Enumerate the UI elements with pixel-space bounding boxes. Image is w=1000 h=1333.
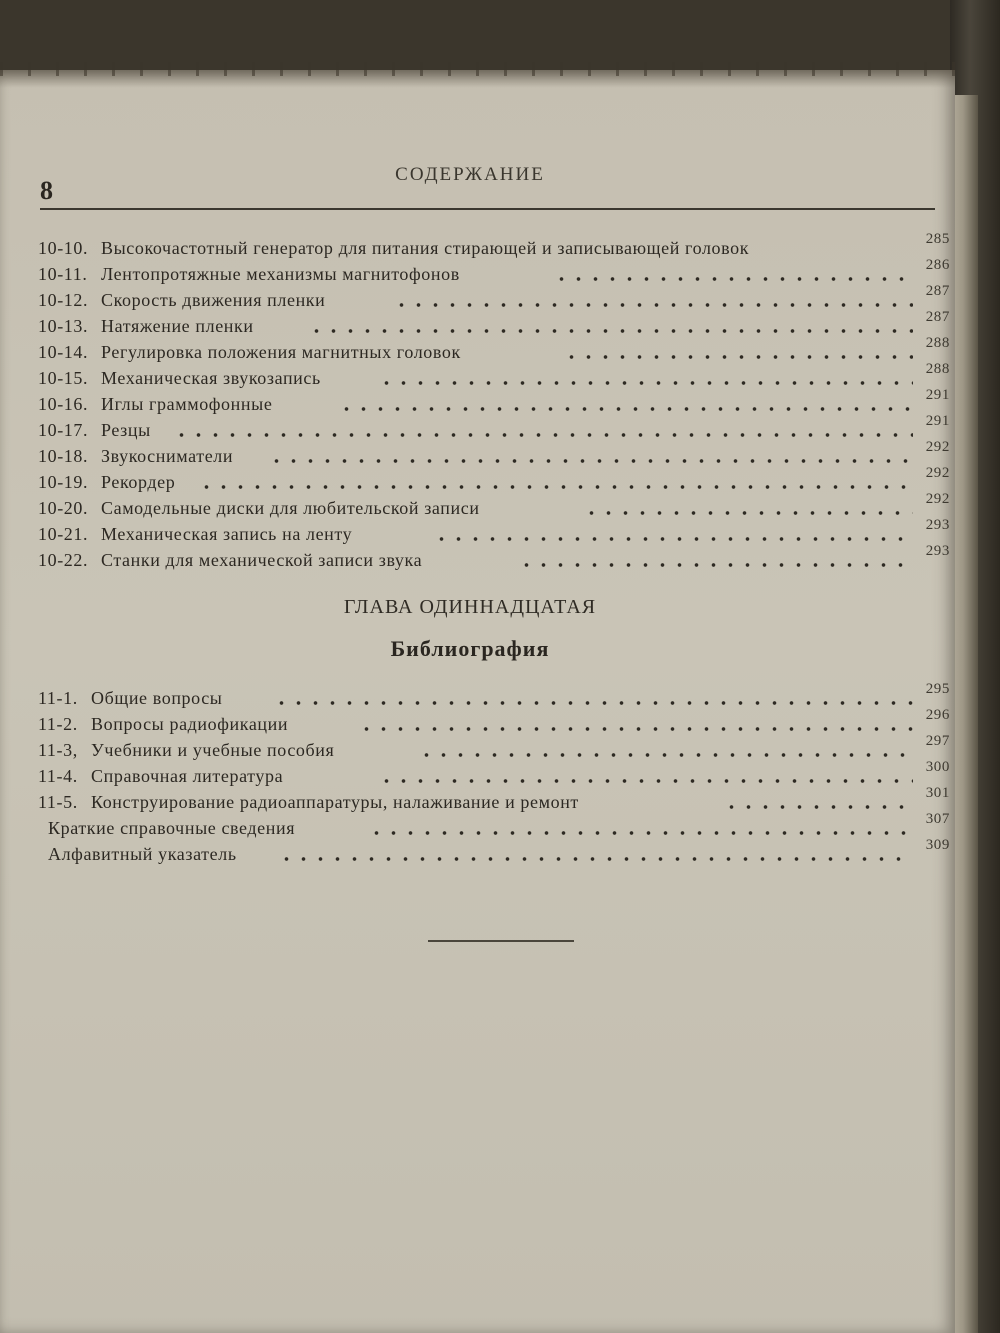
leader-dots xyxy=(368,831,913,835)
entry-page: 292 xyxy=(925,465,950,481)
entry-page: 296 xyxy=(925,707,950,723)
toc-entry xyxy=(38,335,950,365)
toc-entry xyxy=(38,517,950,547)
entry-page: 288 xyxy=(925,361,950,377)
entry-number: 10-13. xyxy=(38,316,89,336)
entry-number: 10-22. xyxy=(38,550,89,570)
entry-page: 291 xyxy=(925,413,950,429)
entry-page: 292 xyxy=(925,439,950,455)
toc-entry xyxy=(38,387,950,417)
leader-dots xyxy=(378,779,913,783)
entry-title: Механическая звукозапись xyxy=(101,368,321,388)
entry-page: 288 xyxy=(925,335,950,351)
entry-page: 287 xyxy=(925,283,950,299)
entry-page: 293 xyxy=(925,543,950,559)
entry-title: Регулировка положения магнитных головок xyxy=(101,342,461,362)
leader-dots xyxy=(338,407,913,411)
entry-number: 11-5. xyxy=(38,792,78,812)
toc-entry xyxy=(38,439,950,469)
chapter-title: Библиография xyxy=(390,636,550,661)
toc-entry xyxy=(38,543,950,573)
toc-entry xyxy=(38,785,950,815)
leader-dots xyxy=(358,727,913,731)
page-number: 8 xyxy=(40,176,53,205)
toc-entry xyxy=(38,733,950,763)
chapter-label: ГЛАВА ОДИННАДЦАТАЯ xyxy=(343,596,597,618)
leader-dots xyxy=(173,433,913,437)
entry-page: 301 xyxy=(925,785,950,801)
leader-dots xyxy=(563,355,913,359)
leader-dots xyxy=(583,511,913,515)
leader-dots xyxy=(723,805,913,809)
running-head: СОДЕРЖАНИЕ xyxy=(395,164,545,185)
entry-number: 10-15. xyxy=(38,368,89,388)
entry-number: 11-1. xyxy=(38,688,78,708)
leader-dots xyxy=(418,753,913,757)
toc-entry xyxy=(38,707,950,737)
entry-title: Справочная литература xyxy=(91,766,284,786)
toc-entry xyxy=(38,811,950,841)
entry-page: 286 xyxy=(925,257,950,273)
toc-entry xyxy=(38,837,950,867)
toc-entry xyxy=(38,309,950,339)
leader-dots xyxy=(518,563,913,567)
toc-entry xyxy=(38,413,950,443)
entry-title: Вопросы радиофикации xyxy=(91,714,289,734)
toc-entry xyxy=(38,231,950,261)
entry-title: Самодельные диски для любительской записи xyxy=(101,498,480,518)
entry-page: 297 xyxy=(925,733,950,749)
toc-entry xyxy=(38,491,950,521)
toc-entry xyxy=(38,465,950,495)
end-rule xyxy=(428,940,574,942)
entry-title: Краткие справочные сведения xyxy=(48,818,296,838)
entry-page: 295 xyxy=(925,681,950,697)
entry-title: Высокочастотный генератор для питания стирающей и записывающей головок xyxy=(101,238,750,258)
entry-title: Учебники и учебные пособия xyxy=(91,740,335,760)
leader-dots xyxy=(553,277,913,281)
entry-page: 287 xyxy=(925,309,950,325)
entry-title: Станки для механической записи звука xyxy=(101,550,423,570)
entry-title: Рекордер xyxy=(101,472,176,492)
entry-title: Резцы xyxy=(101,420,151,440)
entry-title: Лентопротяжные механизмы магнитофонов xyxy=(101,264,460,284)
toc-entry xyxy=(38,283,950,313)
entry-title: Иглы граммофонные xyxy=(101,394,273,414)
toc-entry xyxy=(38,361,950,391)
entry-number: 10-18. xyxy=(38,446,89,466)
entry-number: 10-16. xyxy=(38,394,89,414)
leader-dots xyxy=(198,485,913,489)
entry-number: 10-11. xyxy=(38,264,88,284)
page-top-shadow xyxy=(0,70,955,88)
entry-number: 10-19. xyxy=(38,472,89,492)
toc-entry xyxy=(38,257,950,287)
entry-title: Скорость движения пленки xyxy=(101,290,326,310)
leader-dots xyxy=(273,701,913,705)
entry-page: 291 xyxy=(925,387,950,403)
leader-dots xyxy=(278,857,913,861)
entry-page: 309 xyxy=(925,837,950,853)
leader-dots xyxy=(393,303,913,307)
entry-title: Конструирование радиоаппаратуры, налаживание и ремонт xyxy=(91,792,579,812)
entry-number: 11-4. xyxy=(38,766,78,786)
entry-number: 10-12. xyxy=(38,290,89,310)
entry-page: 292 xyxy=(925,491,950,507)
toc-entry xyxy=(38,681,950,711)
entry-number: 11-3, xyxy=(38,740,78,760)
entry-page: 300 xyxy=(925,759,950,775)
entry-title: Общие вопросы xyxy=(91,688,223,708)
entry-title: Натяжение пленки xyxy=(101,316,254,336)
leader-dots xyxy=(268,459,913,463)
entry-page: 285 xyxy=(925,231,950,247)
toc-entry xyxy=(38,759,950,789)
entry-number: 10-10. xyxy=(38,238,89,258)
leader-dots xyxy=(433,537,913,541)
entry-number: 10-20. xyxy=(38,498,89,518)
entry-page: 293 xyxy=(925,517,950,533)
entry-title: Механическая запись на ленту xyxy=(101,524,353,544)
entry-number: 10-14. xyxy=(38,342,89,362)
leader-dots xyxy=(308,329,913,333)
entry-page: 307 xyxy=(925,811,950,827)
header-rule xyxy=(40,208,935,210)
leader-dots xyxy=(378,381,913,385)
entry-number: 10-17. xyxy=(38,420,89,440)
entry-number: 10-21. xyxy=(38,524,89,544)
entry-title: Звукосниматели xyxy=(101,446,234,466)
entry-title: Алфавитный указатель xyxy=(48,844,237,864)
entry-number: 11-2. xyxy=(38,714,78,734)
